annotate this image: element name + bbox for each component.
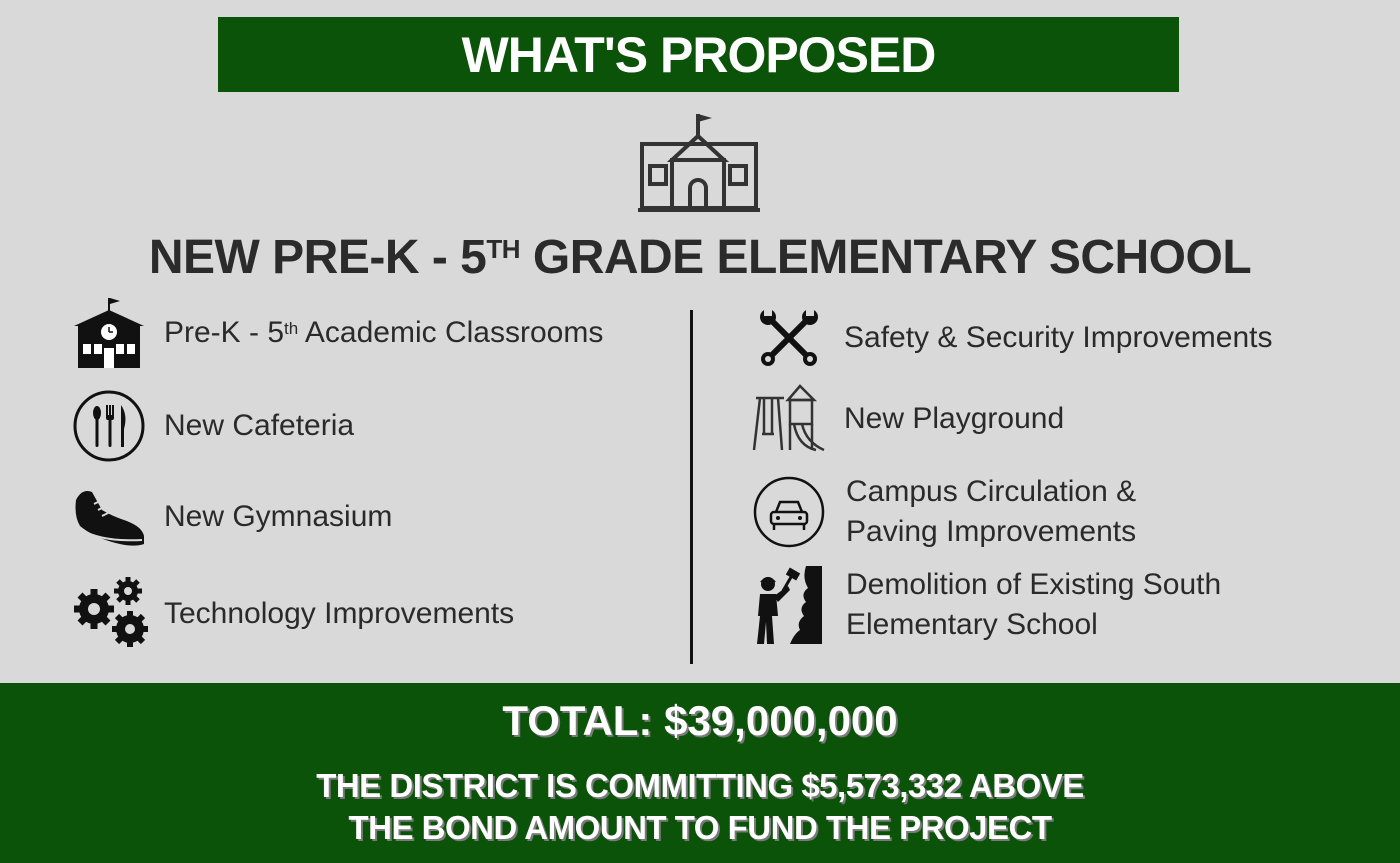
- list-item-demolition: [752, 564, 1221, 646]
- demolition-worker-icon: [752, 564, 826, 646]
- sneaker-icon: [72, 480, 146, 554]
- car-icon: [752, 474, 826, 550]
- item-label-circulation: Campus Circulation & Paving Improvements: [846, 475, 1137, 548]
- item-label-safety: Safety & Security Improvements: [844, 321, 1273, 354]
- list-item-safety: [758, 309, 1273, 367]
- header-banner: [218, 17, 1179, 92]
- page-title: WHAT'S PROPOSED: [461, 26, 936, 83]
- list-item-classrooms: [72, 296, 603, 370]
- item-label-demolition: Demolition of Existing South Elementary School: [846, 568, 1222, 641]
- column-divider: [690, 310, 693, 664]
- commitment-text: [0, 765, 1400, 849]
- item-label-classrooms: Pre-K - 5th Academic Classrooms: [164, 316, 604, 349]
- footer-banner: [0, 683, 1400, 863]
- item-label-gymnasium: New Gymnasium: [164, 500, 393, 533]
- list-item-cafeteria: [72, 389, 354, 463]
- utensils-icon: [72, 389, 146, 463]
- playground-icon: [752, 384, 826, 454]
- school-title-suffix: GRADE ELEMENTARY SCHOOL: [520, 231, 1252, 284]
- commitment-line-1: THE DISTRICT IS COMMITTING $5,573,332 ABOVE: [316, 767, 1084, 804]
- school-title-sup: TH: [486, 234, 521, 264]
- list-item-technology: [72, 575, 514, 653]
- item-label-playground: New Playground: [844, 402, 1065, 435]
- school-clock-icon: [72, 296, 146, 370]
- gears-icon: [72, 575, 154, 653]
- list-item-playground: [752, 384, 1064, 454]
- wrench-icon: [758, 309, 820, 367]
- school-title: [0, 230, 1400, 285]
- school-building-icon: [636, 110, 762, 216]
- list-item-circulation: [752, 472, 1136, 552]
- list-item-gymnasium: [72, 480, 392, 554]
- commitment-line-2: THE BOND AMOUNT TO FUND THE PROJECT: [348, 809, 1052, 846]
- item-label-cafeteria: New Cafeteria: [164, 409, 355, 442]
- item-label-technology: Technology Improvements: [164, 597, 515, 630]
- total-amount: TOTAL: $39,000,000: [502, 697, 898, 744]
- school-title-prefix: NEW PRE-K - 5: [148, 231, 487, 284]
